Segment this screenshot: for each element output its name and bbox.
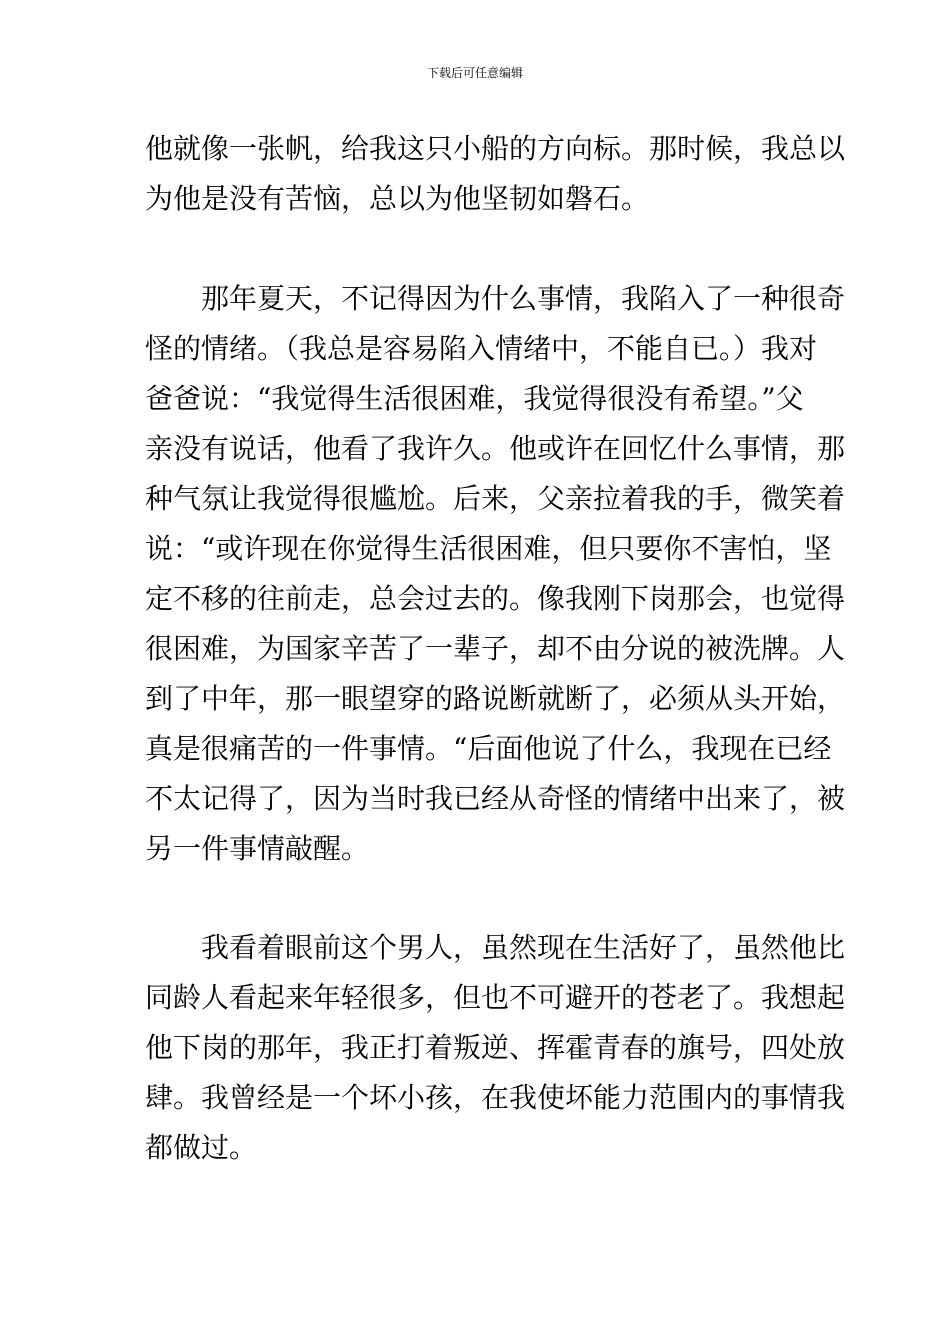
text-line: 到了中年，那一眼望穿的路说断就断了，必须从头开始，	[145, 682, 846, 715]
text-line: 我看着眼前这个男人，虽然现在生活好了，虽然他比	[145, 931, 846, 964]
text-line: 说：“或许现在你觉得生活很困难，但只要你不害怕，坚	[145, 532, 832, 565]
text-line: 同龄人看起来年轻很多，但也不可避开的苍老了。我想起	[145, 981, 846, 1014]
text-line: 种气氛让我觉得很尴尬。后来，父亲拉着我的手，微笑着	[145, 482, 846, 515]
text-line: 真是很痛苦的一件事情。“后面他说了什么，我现在已经	[145, 732, 832, 765]
text-line: 不太记得了，因为当时我已经从奇怪的情绪中出来了，被	[145, 782, 846, 815]
text-line: 他就像一张帆，给我这只小船的方向标。那时候，我总以	[145, 132, 846, 165]
text-line: 那年夏天，不记得因为什么事情，我陷入了一种很奇	[145, 282, 846, 315]
text-line: 定不移的往前走，总会过去的。像我刚下岗那会，也觉得	[145, 582, 846, 615]
text-line: 肆。我曾经是一个坏小孩，在我使坏能力范围内的事情我	[145, 1081, 846, 1114]
text-line: 都做过。	[145, 1131, 258, 1164]
text-line: 亲没有说话，他看了我许久。他或许在回忆什么事情，那	[145, 432, 846, 465]
page-header: 下载后可任意编辑	[426, 66, 523, 80]
text-line: 他下岗的那年，我正打着叛逆、挥霍青春的旗号，四处放	[145, 1031, 846, 1064]
text-line: 很困难，为国家辛苦了一辈子，却不由分说的被洗牌。人	[145, 632, 846, 665]
text-line: 另一件事情敲醒。	[145, 832, 370, 865]
text-line: 怪的情绪。（我总是容易陷入情绪中，不能自已。）我对	[145, 332, 818, 365]
text-line: 为他是没有苦恼，总以为他坚韧如磐石。	[145, 182, 650, 215]
text-line: 爸爸说：“我觉得生活很困难，我觉得很没有希望。”父	[145, 382, 804, 415]
